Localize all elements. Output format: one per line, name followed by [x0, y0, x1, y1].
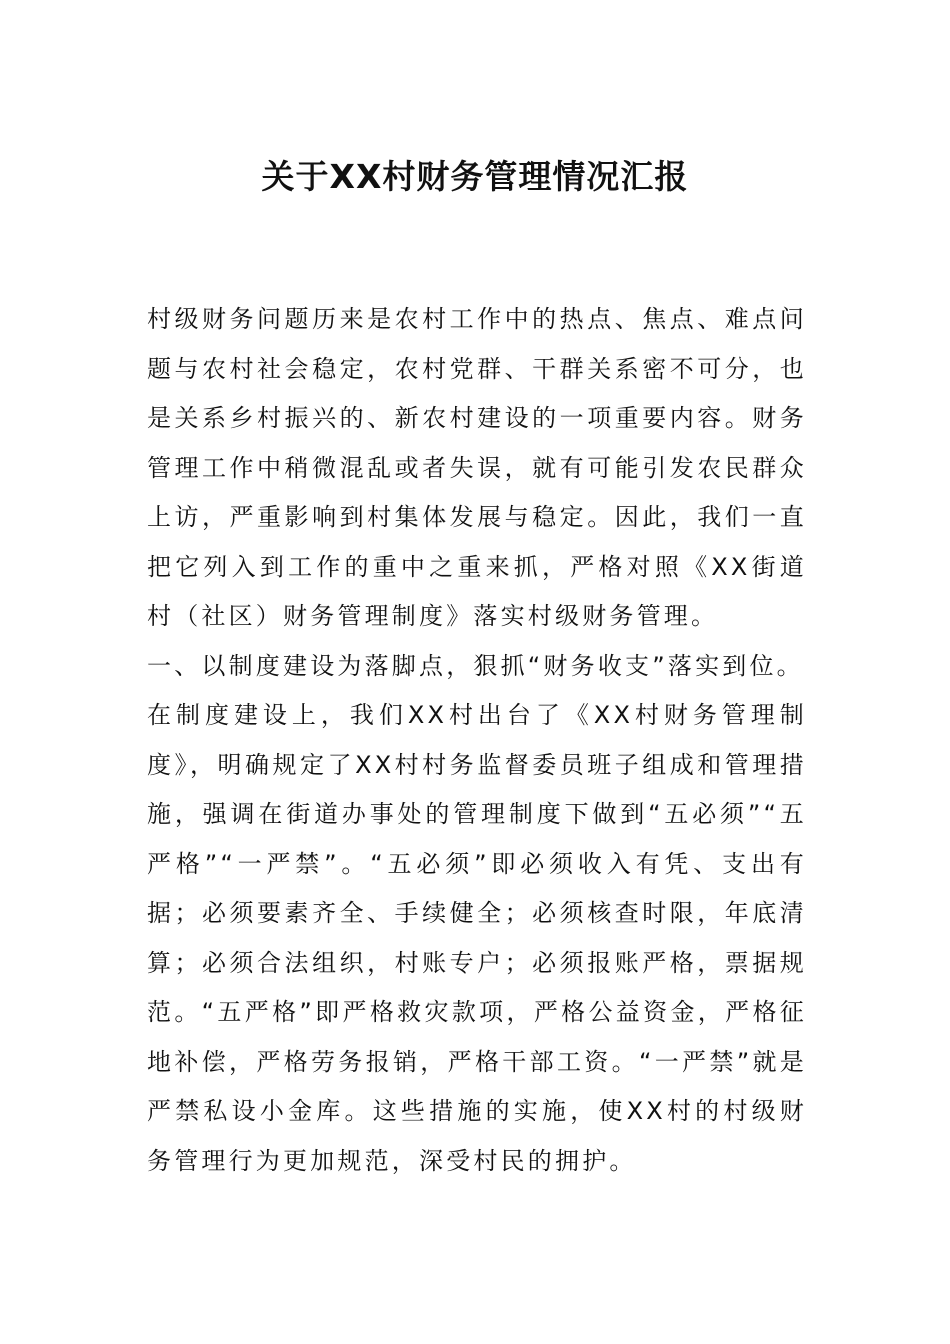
paragraph-system-building: 在制度建设上，我们XX村出台了《XX村财务管理制度》，明确规定了XX村村务监督委员班子组成和管理措施，强调在街道办事处的管理制度下做到“五必须”“五严格”“一严禁”。“五必须”即必须收入有凭、支出有据；必须要素齐全、手续健全；必须核查时限，年底清算；必须合法组织，村账专户；必须报账严格，票据规范。“五严格”即严格救灾款项，严格公益资金，严格征地补偿，严格劳务报销，严格干部工资。“一严禁”就是严禁私设小金库。这些措施的实施，使XX村的村级财务管理行为更加规范，深受村民的拥护。 [147, 701, 807, 1175]
document-body [147, 295, 807, 1186]
section-heading: 一、以制度建设为落脚点，狠抓“财务收支”落实到位。 [147, 651, 804, 680]
paragraph-intro: 村级财务问题历来是农村工作中的热点、焦点、难点问题与农村社会稳定，农村党群、干群关系密不可分，也是关系乡村振兴的、新农村建设的一项重要内容。财务管理工作中稍微混乱或者失误，就有可能引发农民群众上访，严重影响到村集体发展与稳定。因此，我们一直把它列入到工作的重中之重来抓，严格对照《XX街道村（社区）财务管理制度》落实村级财务管理。 [147, 305, 807, 630]
document-title: 关于XX村财务管理情况汇报 [261, 157, 689, 196]
